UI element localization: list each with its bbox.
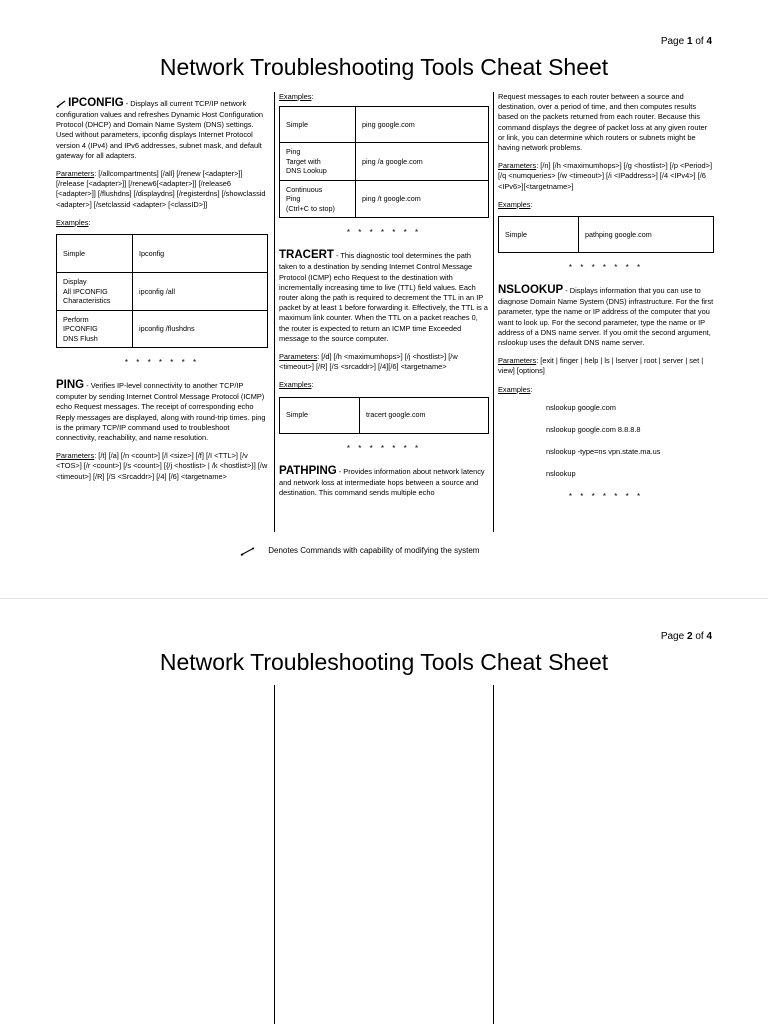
example-command: Ipconfig — [133, 235, 268, 273]
example-command: tracert google.com — [360, 397, 489, 433]
pathping-section — [279, 464, 489, 498]
table-row — [499, 217, 714, 253]
ipconfig-section: IPCONFIG - Displays all current TCP/IP network configuration values and refreshes Dynamic Host Configuration Protocol (DHCP) and Domain Name System (DNS) settings. Used without parameters, ipconfig displays Internet Protocol version 4 (IPv4) and IPv6 addresses, subnet mask, and default gateway for all adapters. Parameters: [/allcompartments] [/all] [/renew [<adapter>]] [/release [<adapter>]] [/renew6[<adapter>]] [/release6 [<adapter>]] [/flushdns] [/displaydns] [/registerdns] [/showclassid <adapter>] [/setclassid <adapter> [<classID>]] Examples: Simple Ipconfig Display All IPCONFIG Characteristics ipconfig /all Perform IPCONFIG DNS Flush ipconfig /flushdns — [56, 96, 268, 348]
nslookup-description: - Displays information that you can use to diagnose Domain Name System (DNS) infrastructure. For the first parameter, type the name or IP address of the computer that you want to look up. For the second parameter, type the name or IP address of a DNS name server. If you omit the second argument, nslookup uses the default DNS name server. — [498, 286, 714, 348]
ping-heading: PING — [56, 379, 85, 392]
ping-section — [56, 378, 268, 482]
column-divider — [493, 685, 494, 1024]
pencil-icon — [56, 100, 66, 108]
example-command: ipconfig /flushdns — [133, 310, 268, 348]
list-item: nslookup — [546, 469, 576, 479]
section-separator: * * * * * * * — [568, 263, 644, 273]
column-1 — [56, 96, 268, 490]
table-row — [57, 235, 268, 273]
example-command: pathping google.com — [579, 217, 714, 253]
tracert-description: - This diagnostic tool determines the path taken to a destination by sending Internet Control Message Protocol (ICMP) echo Request to the destination with incrementally increasing time to live (TTL) field values. Each router along the path is required to decrement the TTL in an IP packet by at least 1 before forwarding it. Effectively, the TTL is a maximum link counter. When the TTL on a packet reaches 0, the router is expected to return an ICMP time Exceeded message to the source computer. — [279, 251, 488, 343]
example-label: Display All IPCONFIG Characteristics — [57, 273, 133, 311]
ping-examples-table — [279, 106, 489, 218]
page-label: Page — [660, 631, 685, 642]
column-divider — [274, 92, 275, 532]
pathping-heading: PATHPING — [279, 464, 337, 477]
column-3: Request messages to each router between a source and destination, over a period of time, and then computes results based on the packets returned from each router. Because this command displays the degree of packet loss at any given router or link, you can determine which routers or subnets might be having network problems. Parameters: [/n] [/h <maximumhops>] [/g <hostlist>] [/p <Period>] [/q <numqueries> [/w <timeout>] [/i <IPaddress>] [/4 <IPv4>] [/6 <IPv6>][<targetname>] Examples: Simple pathping google.com * * * * * * * NSLOOKUP - Displays information that you can use to diagnose Domain Name System (DNS) infrastructure. For the first parameter, type the name or IP address of the computer that you want to look up. For the second parameter, type the name or IP address of a DNS name server. If you omit the second argument, nslookup uses the default DNS name server. Parameters: [exit | finger | help | ls | lserver | root | server | set | view] [options] Examples: nslookup google.com nslookup google.com 8.8.8.8 nslookup -type=ns vpn.state.ma.us nslookup * * * * * * * — [498, 92, 714, 501]
example-label: Perform IPCONFIG DNS Flush — [57, 310, 133, 348]
nslookup-params: : [exit | finger | help | ls | lserver | root | server | set | view] [options] — [498, 356, 704, 376]
pathping-examples-table — [498, 216, 714, 253]
page-of: of — [695, 631, 704, 642]
nslookup-heading: NSLOOKUP — [498, 284, 564, 297]
tracert-params-label: Parameters — [279, 352, 318, 362]
nslookup-params-label: Parameters — [498, 356, 537, 366]
page-total: 4 — [706, 36, 712, 47]
page-current: 2 — [686, 631, 693, 642]
column-2: Examples: Simple ping google.com Ping Target with DNS Lookup ping /a google.com Continuous Ping (Ctrl+C to stop) ping /t google.com * * * * * * * TRACERT - This diagnostic tool determines the path taken to a destination by sending Internet Control Message Protocol (ICMP) echo Request to the destination with incrementally increasing time to live (TTL) field values. Each router along the path is required to decrement the TTL in an IP packet by at least 1 before forwarding it. Effectively, the TTL is a maximum link counter. When the TTL on a packet reaches 0, the router is expected to return an ICMP time Exceeded message to the source computer. Parameters: [/d] [/h <maximumhops>] [/j <hostlist>] [/w <timeout>] [/R] [/S <srcaddr>] [/4][/6] <targetname> Examples: Simple tracert google.com * * * * * * * PATHPING - Provides information about network latency and network loss at intermediate hops between a source and destination. This command sends multiple echo — [279, 92, 488, 498]
section-separator: * * * * * * * — [346, 443, 422, 453]
pathping-examples-label: Examples — [498, 199, 531, 209]
page-2 — [0, 598, 768, 1024]
ping-params: : [/t] [/a] [/n <count>] [/l <size>] [/f] [/I <TTL>] [/v <TOS>] [/r <count>] [/s <count>] [{/j <hostlist> | /k <hostlist>}] [/w <timeout>] [/R] [/S <Srcaddr>] [/4] [/6] <targetname> — [56, 451, 268, 481]
list-item: nslookup google.com 8.8.8.8 — [546, 425, 641, 435]
legend-note — [240, 546, 479, 556]
example-label: Simple — [499, 217, 579, 253]
example-command: ping google.com — [356, 107, 489, 143]
list-item: nslookup google.com — [546, 402, 616, 412]
example-label: Simple — [280, 107, 356, 143]
page-title: Network Troubleshooting Tools Cheat Sheet — [159, 649, 609, 675]
ipconfig-params-label: Parameters — [56, 169, 95, 179]
page-of: of — [695, 36, 704, 47]
ipconfig-examples-table — [56, 234, 268, 348]
ping-params-label: Parameters — [56, 451, 95, 461]
page-title: Network Troubleshooting Tools Cheat Sheet — [159, 54, 609, 80]
example-command: ipconfig /all — [133, 273, 268, 311]
table-row — [280, 397, 489, 433]
column-divider — [493, 92, 494, 532]
ping-description: - Verifies IP-level connectivity to another TCP/IP computer by sending Internet Control Message Protocol (ICMP) echo Request messages. The receipt of corresponding echo Reply messages are displayed, along with round-trip times. ping is the primary TCP/IP command used to troubleshoot connectivity, reachability, and name resolution. — [56, 381, 266, 443]
table-row — [280, 143, 489, 181]
table-row — [57, 310, 268, 348]
nslookup-section: NSLOOKUP - Displays information that you can use to diagnose Domain Name System (DNS) infrastructure. For the first parameter, type the name or IP address of the computer that you want to look up. For the second parameter, type the name or IP address of a DNS name server. If you omit the second argument, nslookup uses the default DNS name server. Parameters: [exit | finger | help | ls | lserver | root | server | set | view] [options] Examples: nslookup google.com nslookup google.com 8.8.8.8 nslookup -type=ns vpn.state.ma.us nslookup — [498, 284, 714, 479]
nslookup-examples — [498, 403, 714, 480]
tracert-section: TRACERT - This diagnostic tool determines the path taken to a destination by sending Internet Control Message Protocol (ICMP) echo Request to the destination with incrementally increasing time to live (TTL) field values. Each router along the path is required to decrement the TTL in an IP packet by at least 1 before forwarding it. Effectively, the TTL is a maximum link counter. When the TTL on a packet reaches 0, the router is expected to return an ICMP time Exceeded message to the source computer. Parameters: [/d] [/h <maximumhops>] [/j <hostlist>] [/w <timeout>] [/R] [/S <srcaddr>] [/4][/6] <targetname> Examples: Simple tracert google.com — [279, 248, 489, 433]
list-item: nslookup -type=ns vpn.state.ma.us — [546, 447, 661, 457]
pathping-description-cont: Request messages to each router between a source and destination, over a period of time, and then computes results based on the packets returned from each router. Because this command displays the degree of packet loss at any given router or link, you can determine which routers or subnets might be having network problems. — [498, 92, 708, 153]
ipconfig-description: - Displays all current TCP/IP network configuration values and refreshes Dynamic Host Configuration Protocol (DHCP) and Domain Name System (DNS) settings. Used without parameters, ipconfig displays Internet Protocol version 4 (IPv4) and IPv6 addresses, subnet mask, and default gateway for all adapters. — [56, 99, 264, 160]
pencil-icon — [240, 546, 256, 556]
pathping-params: : [/n] [/h <maximumhops>] [/g <hostlist>] [/p <Period>] [/q <numqueries> [/w <timeout>] [/i <IPaddress>] [/4 <IPv4>] [/6 <IPv6>][<targetname>] — [498, 161, 713, 191]
tracert-params: : [/d] [/h <maximumhops>] [/j <hostlist>] [/w <timeout>] [/R] [/S <srcaddr>] [/4][/6] <targetname> — [279, 352, 458, 372]
legend-text: Denotes Commands with capability of modifying the system — [268, 546, 480, 556]
pathping-description: - Provides information about network latency and network loss at intermediate hops between a source and destination. This command sends multiple echo — [279, 466, 485, 498]
table-row — [57, 273, 268, 311]
page-number — [661, 36, 712, 47]
tracert-examples-table — [279, 397, 489, 434]
page-number — [661, 631, 712, 642]
tracert-examples-label: Examples — [279, 380, 312, 390]
pathping-params-label: Parameters — [498, 161, 537, 171]
example-label: Simple — [57, 235, 133, 273]
column-divider — [274, 685, 275, 1024]
example-command: ping /t google.com — [356, 180, 489, 218]
page-current: 1 — [686, 36, 693, 47]
table-row — [280, 107, 489, 143]
section-separator: * * * * * * * — [568, 491, 644, 501]
section-separator: * * * * * * * — [346, 228, 422, 238]
tracert-heading: TRACERT — [279, 249, 334, 262]
ipconfig-heading: IPCONFIG — [68, 97, 124, 109]
ping-examples-label: Examples — [279, 92, 312, 101]
section-separator: * * * * * * * — [124, 358, 200, 368]
example-label: Ping Target with DNS Lookup — [280, 143, 356, 181]
example-label: Continuous Ping (Ctrl+C to stop) — [280, 180, 356, 218]
table-row — [280, 180, 489, 218]
nslookup-examples-label: Examples — [498, 384, 531, 394]
example-command: ping /a google.com — [356, 143, 489, 181]
ipconfig-examples-label: Examples — [56, 217, 89, 227]
ipconfig-params: : [/allcompartments] [/all] [/renew [<adapter>]] [/release [<adapter>]] [/renew6[<adapter>]] [/release6 [<adapter>]] [/flushdns] [/displaydns] [/registerdns] [/showclassid <adapter>] [/setclassid <adapter> [<classID>]] — [56, 169, 266, 209]
example-label: Simple — [280, 397, 360, 433]
page-label: Page — [660, 36, 685, 47]
page-total: 4 — [706, 631, 712, 642]
